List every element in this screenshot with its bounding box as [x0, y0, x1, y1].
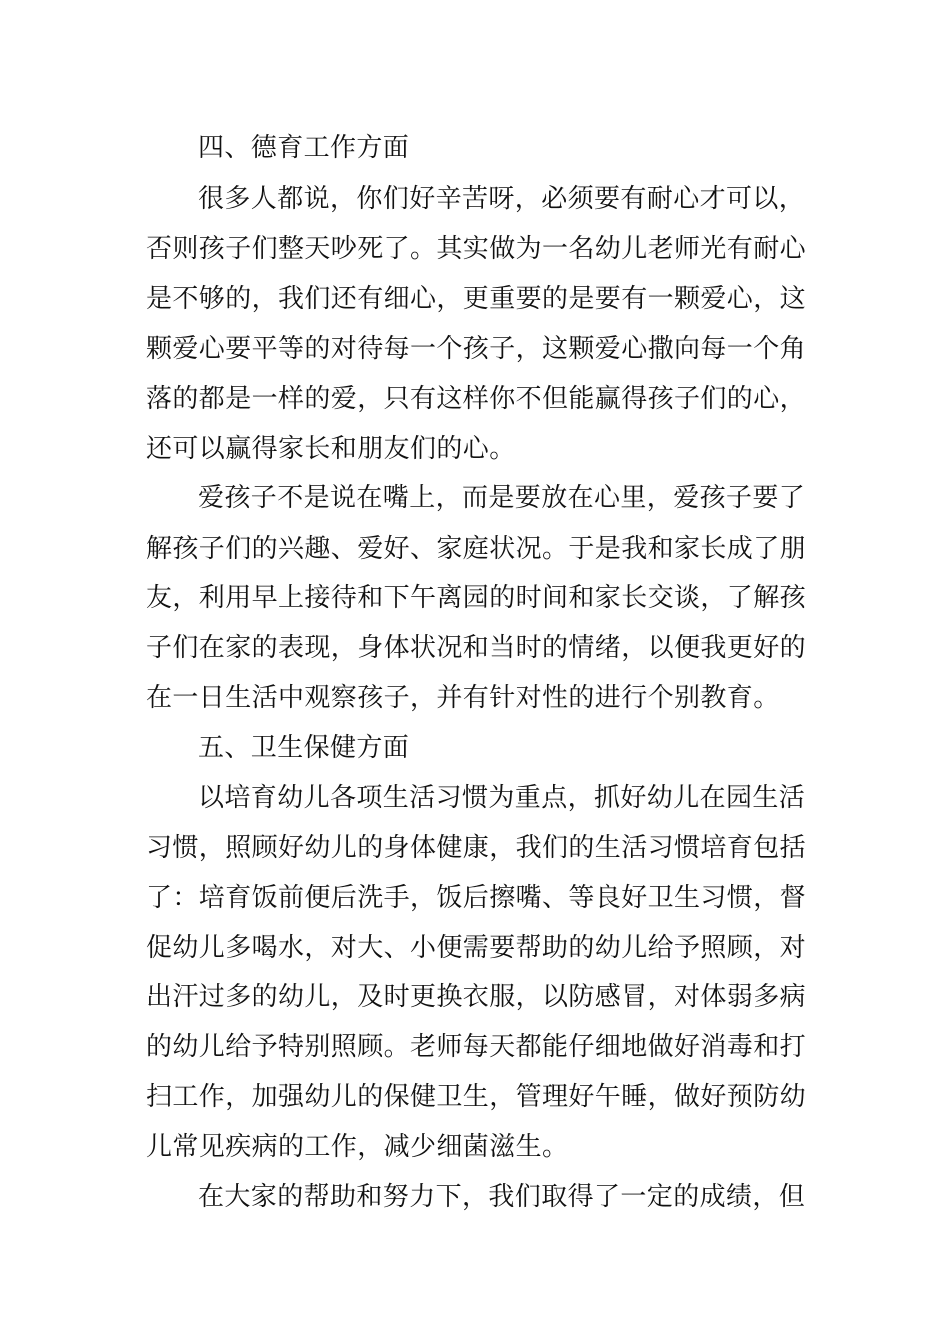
paragraph-line: 在大家的帮助和努力下，我们取得了一定的成绩，但: [198, 1182, 806, 1212]
paragraph-line: 爱孩子不是说在嘴上，而是要放在心里，爱孩子要了: [198, 483, 806, 513]
paragraph-line: 儿常见疾病的工作，减少细菌滋生。: [146, 1132, 569, 1162]
paragraph-line: 的幼儿给予特别照顾。老师每天都能仔细地做好消毒和打: [146, 1032, 807, 1062]
paragraph-line: 促幼儿多喝水，对大、小便需要帮助的幼儿给予照顾，对: [146, 933, 807, 963]
paragraph-line: 以培育幼儿各项生活习惯为重点，抓好幼儿在园生活: [198, 783, 806, 813]
paragraph-line: 了：培育饭前便后洗手，饭后擦嘴、等良好卫生习惯，督: [146, 883, 807, 913]
section-heading-moral-education: 四、德育工作方面: [198, 133, 410, 163]
paragraph-line: 解孩子们的兴趣、爱好、家庭状况。于是我和家长成了朋: [146, 534, 807, 564]
paragraph-line: 否则孩子们整天吵死了。其实做为一名幼儿老师光有耐心: [146, 234, 807, 264]
paragraph-line: 是不够的，我们还有细心，更重要的是要有一颗爱心，这: [146, 284, 807, 314]
paragraph-line: 扫工作，加强幼儿的保健卫生，管理好午睡，做好预防幼: [146, 1082, 807, 1112]
paragraph-line: 习惯，照顾好幼儿的身体健康，我们的生活习惯培育包括: [146, 833, 807, 863]
paragraph-line: 颗爱心要平等的对待每一个孩子，这颗爱心撒向每一个角: [146, 334, 807, 364]
paragraph-line: 友，利用早上接待和下午离园的时间和家长交谈，了解孩: [146, 583, 807, 613]
paragraph-line: 很多人都说，你们好辛苦呀，必须要有耐心才可以，: [198, 184, 806, 214]
paragraph-line: 落的都是一样的爱，只有这样你不但能赢得孩子们的心，: [146, 384, 807, 414]
paragraph-line: 在一日生活中观察孩子，并有针对性的进行个别教育。: [146, 683, 780, 713]
paragraph-line: 出汗过多的幼儿，及时更换衣服，以防感冒，对体弱多病: [146, 982, 807, 1012]
paragraph-line: 子们在家的表现，身体状况和当时的情绪，以便我更好的: [146, 633, 807, 663]
section-heading-health-care: 五、卫生保健方面: [198, 733, 410, 763]
paragraph-line: 还可以赢得家长和朋友们的心。: [146, 434, 516, 464]
